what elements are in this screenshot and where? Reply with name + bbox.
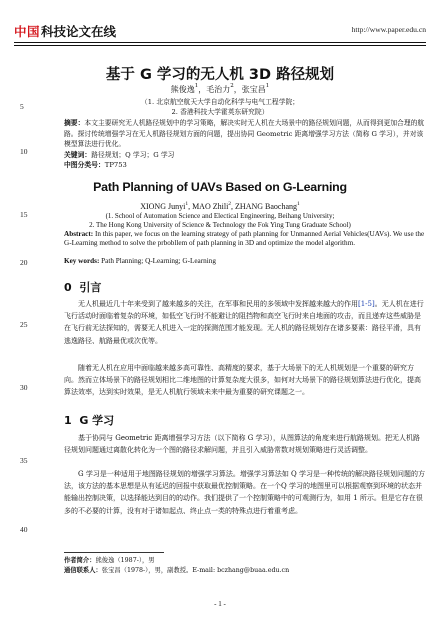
line-number: 15: [20, 210, 28, 219]
abstract-chinese: 摘要：本文主要研究无人机路径规划中的学习策略，解决实时无人机在大场景中的路径规划问题，从而得到更加合理的航路。探讨传统增强学习在无人机路径规划方面的问题，提出协同 Geometric 距离增强学习方法（简称 G 学习），并对该模型算法进行优化。: [64, 119, 425, 148]
title-chinese: 基于 G 学习的无人机 3D 路径规划: [105, 67, 335, 83]
header-rule-thin: [14, 45, 426, 46]
line-number: 35: [20, 456, 28, 465]
footnote-contact: 通信联系人：张宝昌（1978-），男，副教授。E-mail: bczhang@buaa.edu.cn: [64, 567, 290, 574]
section-heading-introduction: 0 引言: [64, 281, 102, 294]
section-heading-g-learning: 1 G 学习: [64, 414, 115, 427]
line-number: 30: [20, 383, 28, 392]
affiliation-cn-2: 2. 香港科技大学霍英东研究院）: [171, 108, 269, 116]
journal-logo-black: 科技论文在线: [41, 24, 117, 39]
paragraph-intro-2: 随着无人机在应用中面临越来越多高可靠性、高精度的要求，基于大场景下的无人机规划是一个重要的研究方向。然而立体场景下的路径规划相比二维地图的计算复杂度大很多，如何对大场景下的路径规划算法进行优化，提高算法效率，达到实时效果，是无人机航行领域未来中最为重要的研究课题之一。: [64, 364, 421, 397]
journal-url[interactable]: http://www.paper.edu.cn: [351, 25, 426, 34]
line-number: 10: [20, 147, 28, 156]
line-number: 25: [20, 320, 28, 329]
paragraph-intro-1: 无人机最近几十年来受到了越来越多的关注，在军事和民用的多领域中发挥越来越大的作用[1-5]。无人机在进行飞行活动时面临着复杂的环境，如低空飞行时不能避让的阻挡物和高空飞行时来自地面的攻击，而且递弃这些威胁是在飞行前无法探知的，需要无人机进入一定的探测范围才能发现。无人机的路径规划存在诸多要素：路径平滑，具有逃逸路径、航路最优或次优等。: [64, 300, 424, 345]
line-number: 20: [20, 258, 28, 267]
affiliation-en-1: (1. School of Automation Science and Electical Engineering, Beihang University;: [105, 212, 335, 220]
paragraph-g-learning-2: G 学习是一种适用于地图路径规划的增强学习算法。增强学习算法如 Q 学习是一种传统的解决路径规划问题的方法，该方法的基本思想是从有延迟的回报中获取最优控制策略。在一个Q 学习的地图里可以根据观察到环境的状态并能输出控制决策，以选择能达到目的的动作。我们提供了一个控制策略中的可观测行为，如用 1 所示。但是它存在很多的不必要的计算，没有对于诸如起点、终止点一类的特殊点进行着重考虑。: [64, 470, 426, 515]
authors-chinese: 熊俊逸$^1$，毛治力$^2$，张宝昌$^1$: [170, 83, 270, 94]
citation-link[interactable]: [1-5]: [358, 300, 375, 308]
affiliation-en-2: 2. The Hong Kong University of Science & Technology the Fok Ying Tung Graduate School): [89, 221, 351, 229]
paragraph-g-learning-1: 基于协同与 Geometric 距离增强学习方法（以下简称 G 学习），从图算法的角度来进行航路规划。把无人机路径规划问题通过离散化转化为一个图的路径求解问题，并且引入威胁常数对规划策略进行灵活调整。: [64, 434, 421, 455]
page-number: - 1 -: [214, 600, 226, 608]
title-english: Path Planning of UAVs Based on G-Learning: [93, 180, 347, 194]
classification-number: 中图分类号：TP753: [64, 161, 127, 169]
line-number: 40: [20, 525, 28, 534]
affiliation-cn-1: （1. 北京航空航天大学自动化科学与电气工程学院；: [140, 98, 300, 106]
journal-logo-red: 中国: [14, 24, 41, 39]
keywords-chinese: 关键词：路径规划；Q 学习；G 学习: [64, 151, 175, 159]
abstract-english: Abstract: In this paper, we focus on the learning strategy of path planning for Unmanned Aerial Vehicles(UAVs). We use the G-Learning method to solve the prbobllem of path planning in 3D and optimize the model algorithm.: [64, 230, 425, 248]
journal-header: [14, 22, 426, 40]
header-rule: [14, 42, 426, 43]
footnote-author-bio: 作者简介：熊俊逸（1987-），男: [64, 557, 155, 564]
line-number: 5: [20, 102, 24, 111]
keywords-english: Key words: Path Planning; Q-Learning; G-Learning: [64, 257, 216, 265]
footnote-rule: [64, 552, 164, 553]
authors-english: XIONG Junyi$^1$, MAO Zhili$^2$, ZHANG Baochang$^1$: [140, 201, 300, 211]
